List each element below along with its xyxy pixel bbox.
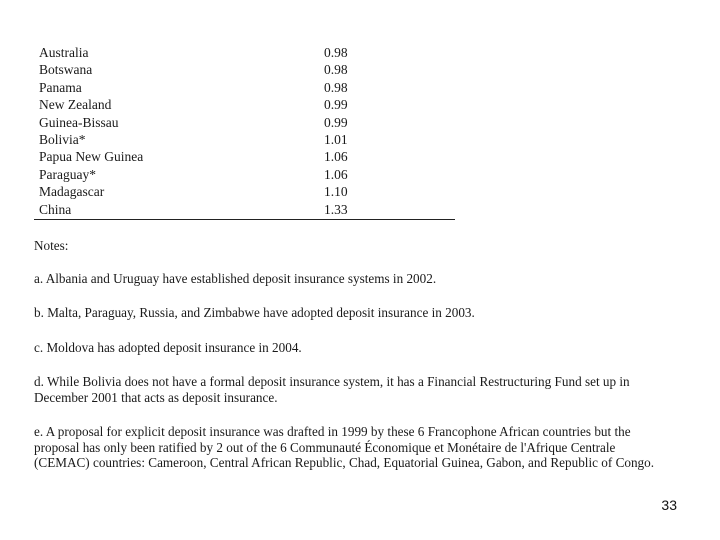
note-d <box>34 374 694 405</box>
country-name: Guinea-Bissau <box>39 114 119 130</box>
note-e-line: proposal has only been ratified by 2 out of the 6 Communauté Économique et Monétaire de l'Afrique Centrale <box>34 439 616 455</box>
country-name: Australia <box>39 45 89 60</box>
country-name: Bolivia* <box>39 131 86 147</box>
page-number: 33 <box>661 497 677 513</box>
note-d-line: December 2001 that acts as deposit insurance. <box>34 389 278 405</box>
table-row <box>34 183 455 200</box>
note-d-line: d. While Bolivia does not have a formal deposit insurance system, it has a Financial Restructuring Fund set up in <box>34 374 630 389</box>
country-value: 1.06 <box>324 166 348 182</box>
table-row <box>34 44 455 61</box>
country-name: Paraguay* <box>39 166 96 182</box>
table-row <box>34 166 455 183</box>
table-row <box>34 201 455 218</box>
country-name: Botswana <box>39 62 93 78</box>
country-value: 1.06 <box>324 149 348 165</box>
country-values-table <box>34 44 455 220</box>
country-name: Madagascar <box>39 184 105 200</box>
country-value: 1.33 <box>324 201 348 217</box>
country-value: 0.98 <box>324 79 348 95</box>
country-name: New Zealand <box>39 97 112 113</box>
country-value: 0.98 <box>324 45 348 60</box>
table-row <box>34 61 455 78</box>
table-row <box>34 148 455 165</box>
note-e-line: e. A proposal for explicit deposit insurance was drafted in 1999 by these 6 Francophone African countries but the <box>34 424 631 439</box>
country-name: China <box>39 201 72 217</box>
table-row <box>34 79 455 96</box>
table-row <box>34 131 455 148</box>
country-value: 1.01 <box>324 131 348 147</box>
country-value: 0.99 <box>324 114 348 130</box>
country-name: Panama <box>39 79 82 95</box>
table-row <box>34 114 455 131</box>
note-c: c. Moldova has adopted deposit insurance in 2004. <box>34 339 302 355</box>
note-e <box>34 424 694 471</box>
note-b: b. Malta, Paraguay, Russia, and Zimbabwe have adopted deposit insurance in 2003. <box>34 305 475 320</box>
country-value: 0.98 <box>324 62 348 78</box>
note-a: a. Albania and Uruguay have established deposit insurance systems in 2002. <box>34 270 437 286</box>
country-name: Papua New Guinea <box>39 149 144 165</box>
note-e-line: (CEMAC) countries: Cameroon, Central African Republic, Chad, Equatorial Guinea, Gabon, and Republic of Congo. <box>34 455 655 470</box>
notes-heading: Notes: <box>34 238 69 253</box>
country-value: 1.10 <box>324 184 348 200</box>
notes-section <box>34 238 694 471</box>
table-bottom-rule <box>34 219 455 220</box>
country-value: 0.99 <box>324 97 348 113</box>
table-row <box>34 96 455 113</box>
